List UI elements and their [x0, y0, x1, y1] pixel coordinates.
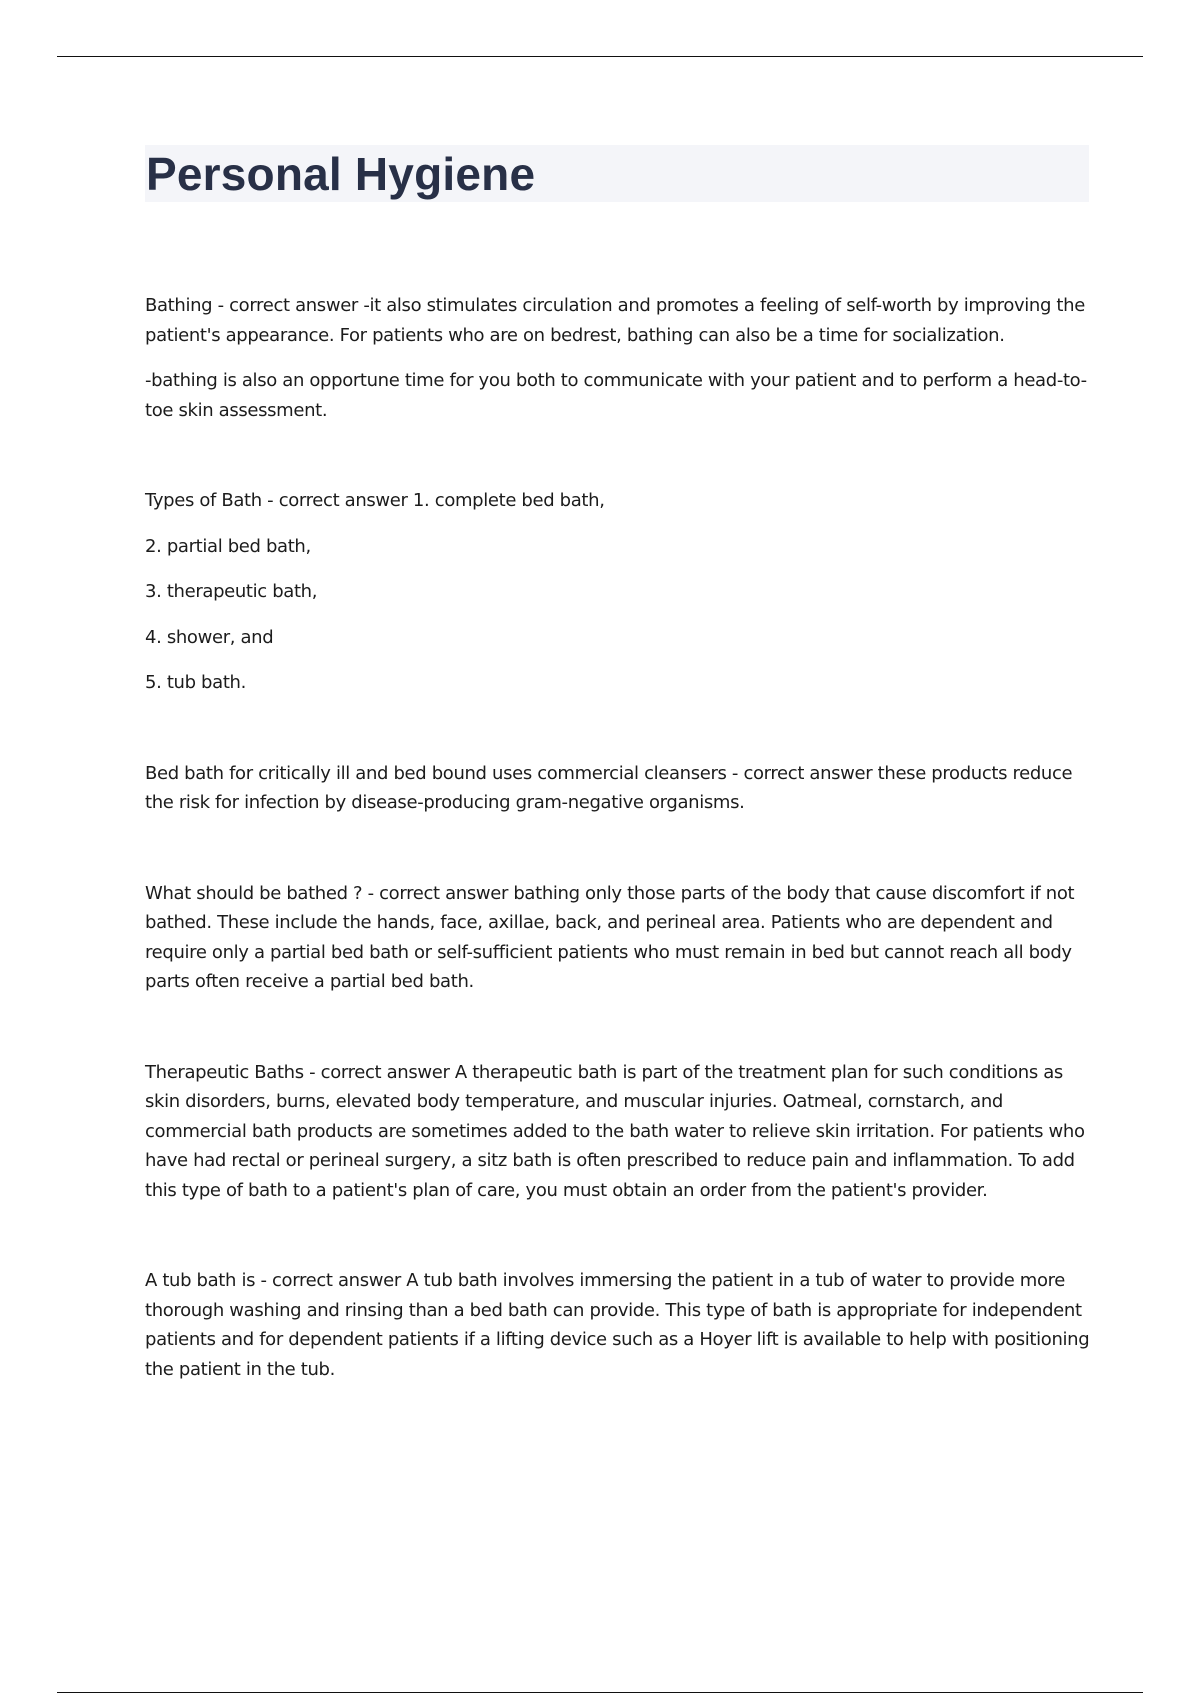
card-bathing-paragraph-2: -bathing is also an opportune time for you both to communicate with your patient and to perform a head-to-toe skin assessment. — [145, 370, 1087, 421]
document-body — [145, 291, 1095, 1384]
list-item: 4. shower, and — [145, 626, 274, 648]
bottom-divider — [57, 1692, 1143, 1693]
card-bed-bath-cleansers: Bed bath for critically ill and bed bound uses commercial cleansers - correct answer these products reduce the risk for infection by disease-producing gram-negative organisms. — [145, 762, 1073, 813]
card-what-should-be-bathed: What should be bathed ? - correct answer bathing only those parts of the body that cause discomfort if not bathed. These include the hands, face, axillae, back, and perineal area. Patients who are dependent and require only a partial bed bath or self-sufficient patients who must remain in bed but cannot reach all body parts often receive a partial bed bath. — [145, 882, 1075, 992]
list-item: 2. partial bed bath, — [145, 535, 311, 557]
document-title: Personal Hygiene — [146, 148, 536, 200]
card-types-of-bath: Types of Bath - correct answer 1. complete bed bath, — [145, 490, 605, 511]
top-divider — [57, 56, 1143, 57]
list-item: 3. therapeutic bath, — [145, 581, 318, 602]
card-bathing-paragraph-1: Bathing - correct answer -it also stimulates circulation and promotes a feeling of self-worth by improving the patient's appearance. For patients who are on bedrest, bathing can also be a time for socialization. — [145, 295, 1085, 346]
card-therapeutic-baths: Therapeutic Baths - correct answer A therapeutic bath is part of the treatment plan for such conditions as skin disorders, burns, elevated body temperature, and muscular injuries. Oatmeal, cornstarch, and commercial bath products are sometimes added to the bath water to relieve skin irritation. For patients who have had rectal or perineal surgery, a sitz bath is often prescribed to reduce pain and inflammation. To add this type of bath to a patient's plan of care, you must obtain an order from the patient's provider. — [145, 1061, 1085, 1201]
card-tub-bath: A tub bath is - correct answer A tub bath involves immersing the patient in a tub of water to provide more thorough washing and rinsing than a bed bath can provide. This type of bath is appropriate for independent patients and for dependent patients if a lifting device such as a Hoyer lift is available to help with positioning the patient in the tub. — [145, 1270, 1090, 1380]
list-item: 5. tub bath. — [145, 672, 246, 693]
